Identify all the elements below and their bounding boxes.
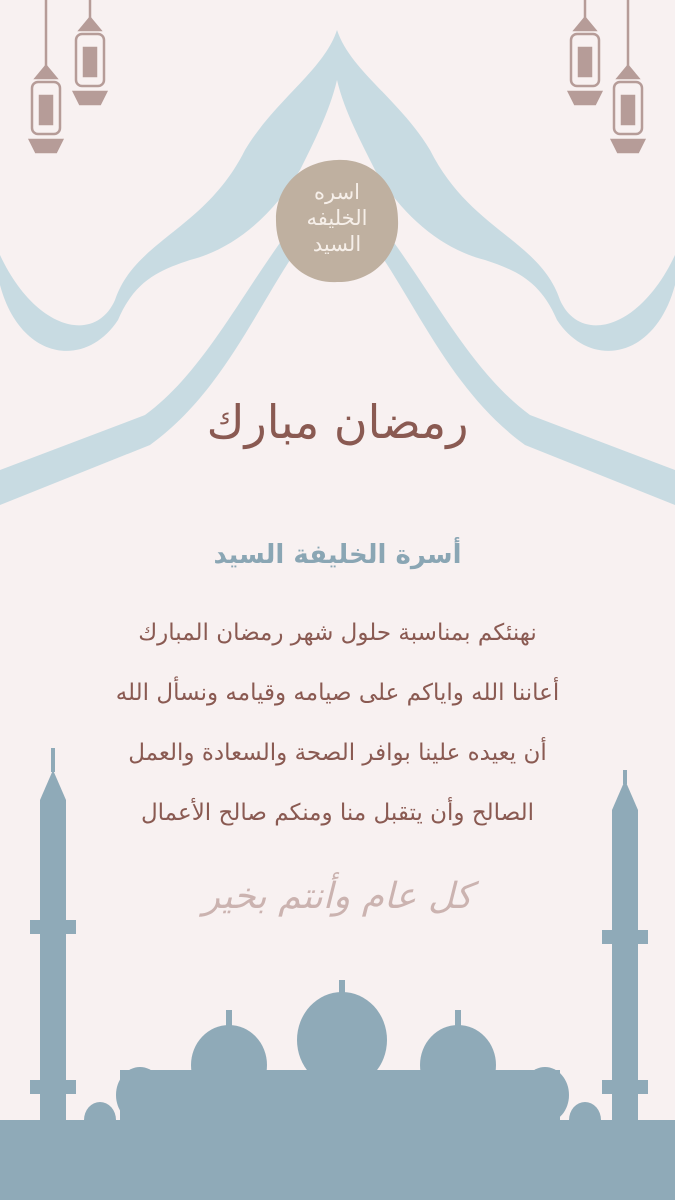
hanging-lantern-icon: [30, 0, 62, 152]
message-line-1: نهنئكم بمناسبة حلول شهر رمضان المبارك: [138, 620, 537, 646]
message-line-2: أعاننا الله واياكم على صيامه وقيامه ونسأل الله: [115, 680, 560, 706]
logo-text-line-3: السيد: [312, 232, 362, 256]
hanging-lantern-icon: [74, 0, 106, 104]
closing-calligraphy: كل عام وأنتم بخير: [202, 876, 473, 917]
family-name: أسرة الخليفة السيد: [213, 540, 462, 570]
greeting-calligraphy: رمضان مبارك: [206, 395, 469, 449]
logo-text-line-1: اسره: [313, 180, 361, 204]
logo-text-line-2: الخليفه: [306, 206, 368, 230]
hanging-lantern-icon: [612, 0, 644, 152]
message-line-4: الصالح وأن يتقبل منا ومنكم صالح الأعمال: [140, 800, 535, 826]
message-line-3: أن يعيده علينا بوافر الصحة والسعادة والعمل: [128, 740, 547, 766]
hanging-lantern-icon: [569, 0, 601, 104]
